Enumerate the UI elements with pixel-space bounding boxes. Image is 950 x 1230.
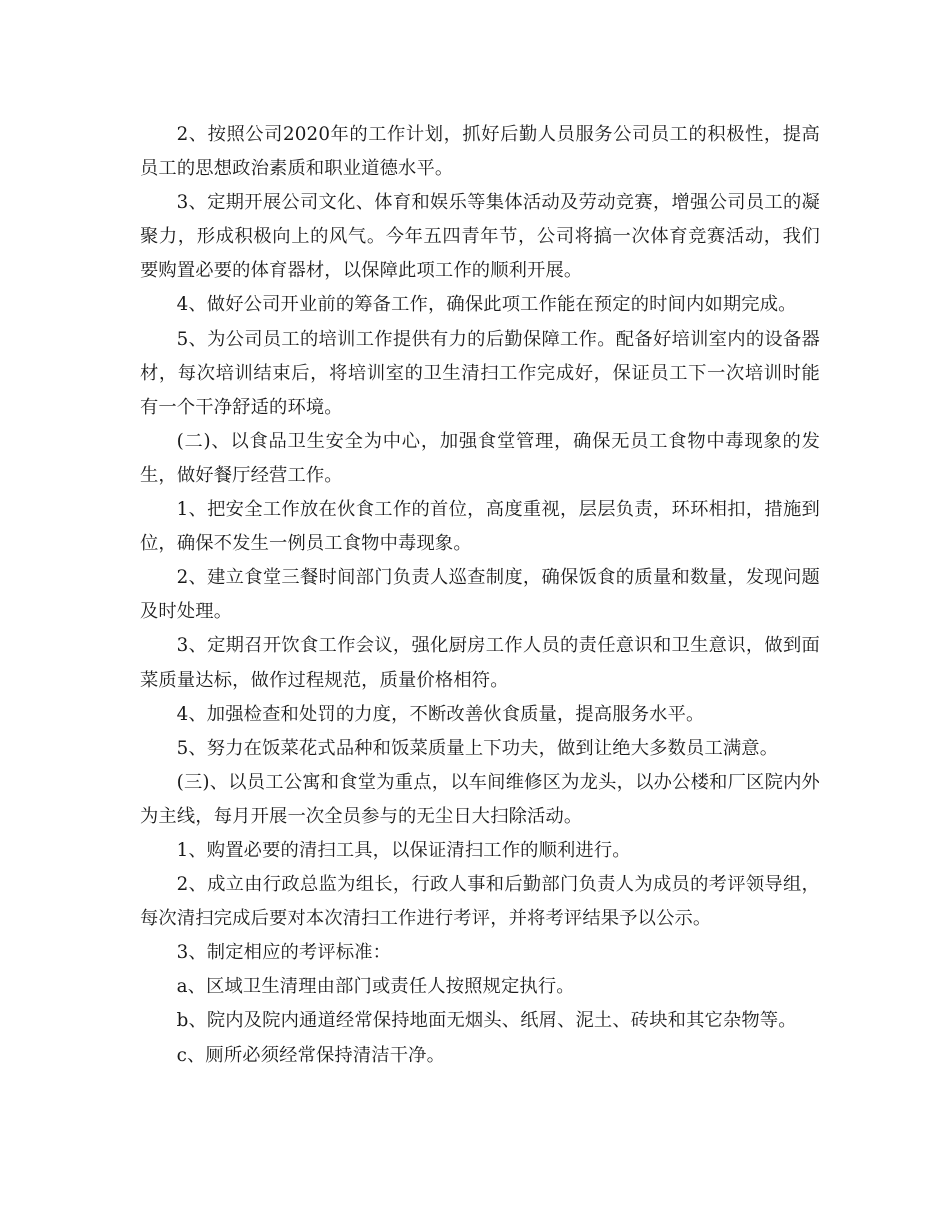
list-item-a: a、区域卫生清理由部门或责任人按照规定执行。 xyxy=(176,976,575,998)
paragraph-1: 2、按照公司2020年的工作计划，抓好后勤人员服务公司员工的积极性，提高员工的思想政治素质和职业道德水平。 xyxy=(140,124,820,180)
paragraph-11: 2、成立由行政总监为组长，行政人事和后勤部门负责人为成员的考评领导组，每次清扫完成后要对本次清扫工作进行考评，并将考评结果予以公示。 xyxy=(140,874,820,930)
paragraph-4: 5、为公司员工的培训工作提供有力的后勤保障工作。配备好培训室内的设备器材，每次培训结束后，将培训室的卫生清扫工作完成好，保证员工下一次培训时能有一个干净舒适的环境。 xyxy=(140,328,820,418)
paragraph-2: 3、定期开展公司文化、体育和娱乐等集体活动及劳动竞赛，增强公司员工的凝聚力，形成积极向上的风气。今年五四青年节，公司将搞一次体育竞赛活动，我们要购置必要的体育器材，以保障此项工作的顺利开展。 xyxy=(140,192,820,282)
paragraph-12: 3、制定相应的考评标准： xyxy=(176,942,392,964)
paragraph-3: 4、做好公司开业前的筹备工作，确保此项工作能在预定的时间内如期完成。 xyxy=(176,294,797,316)
paragraph-6: 2、建立食堂三餐时间部门负责人巡查制度，确保饭食的质量和数量，发现问题及时处理。 xyxy=(140,567,820,623)
section-heading-3: (三)、以员工公寓和食堂为重点，以车间维修区为龙头，以办公楼和厂区院内外为主线，每月开展一次全员参与的无尘日大扫除活动。 xyxy=(140,771,820,827)
paragraph-8: 4、加强检查和处罚的力度，不断改善伙食质量，提高服务水平。 xyxy=(176,703,705,725)
section-heading-2: (二)、以食品卫生安全为中心，加强食堂管理，确保无员工食物中毒现象的发生，做好餐厅经营工作。 xyxy=(140,430,820,486)
list-item-b: b、院内及院内通道经常保持地面无烟头、纸屑、泥土、砖块和其它杂物等。 xyxy=(176,1010,797,1032)
paragraph-9: 5、努力在饭菜花式品种和饭菜质量上下功夫，做到让绝大多数员工满意。 xyxy=(176,737,779,759)
paragraph-10: 1、购置必要的清扫工具，以保证清扫工作的顺利进行。 xyxy=(176,839,631,861)
paragraph-5: 1、把安全工作放在伙食工作的首位，高度重视，层层负责，环环相扣，措施到位，确保不发生一例员工食物中毒现象。 xyxy=(140,499,820,555)
paragraph-7: 3、定期召开饮食工作会议，强化厨房工作人员的责任意识和卫生意识，做到面菜质量达标，做作过程规范，质量价格相符。 xyxy=(140,635,820,691)
list-item-c: c、厕所必须经常保持清洁干净。 xyxy=(176,1044,446,1066)
